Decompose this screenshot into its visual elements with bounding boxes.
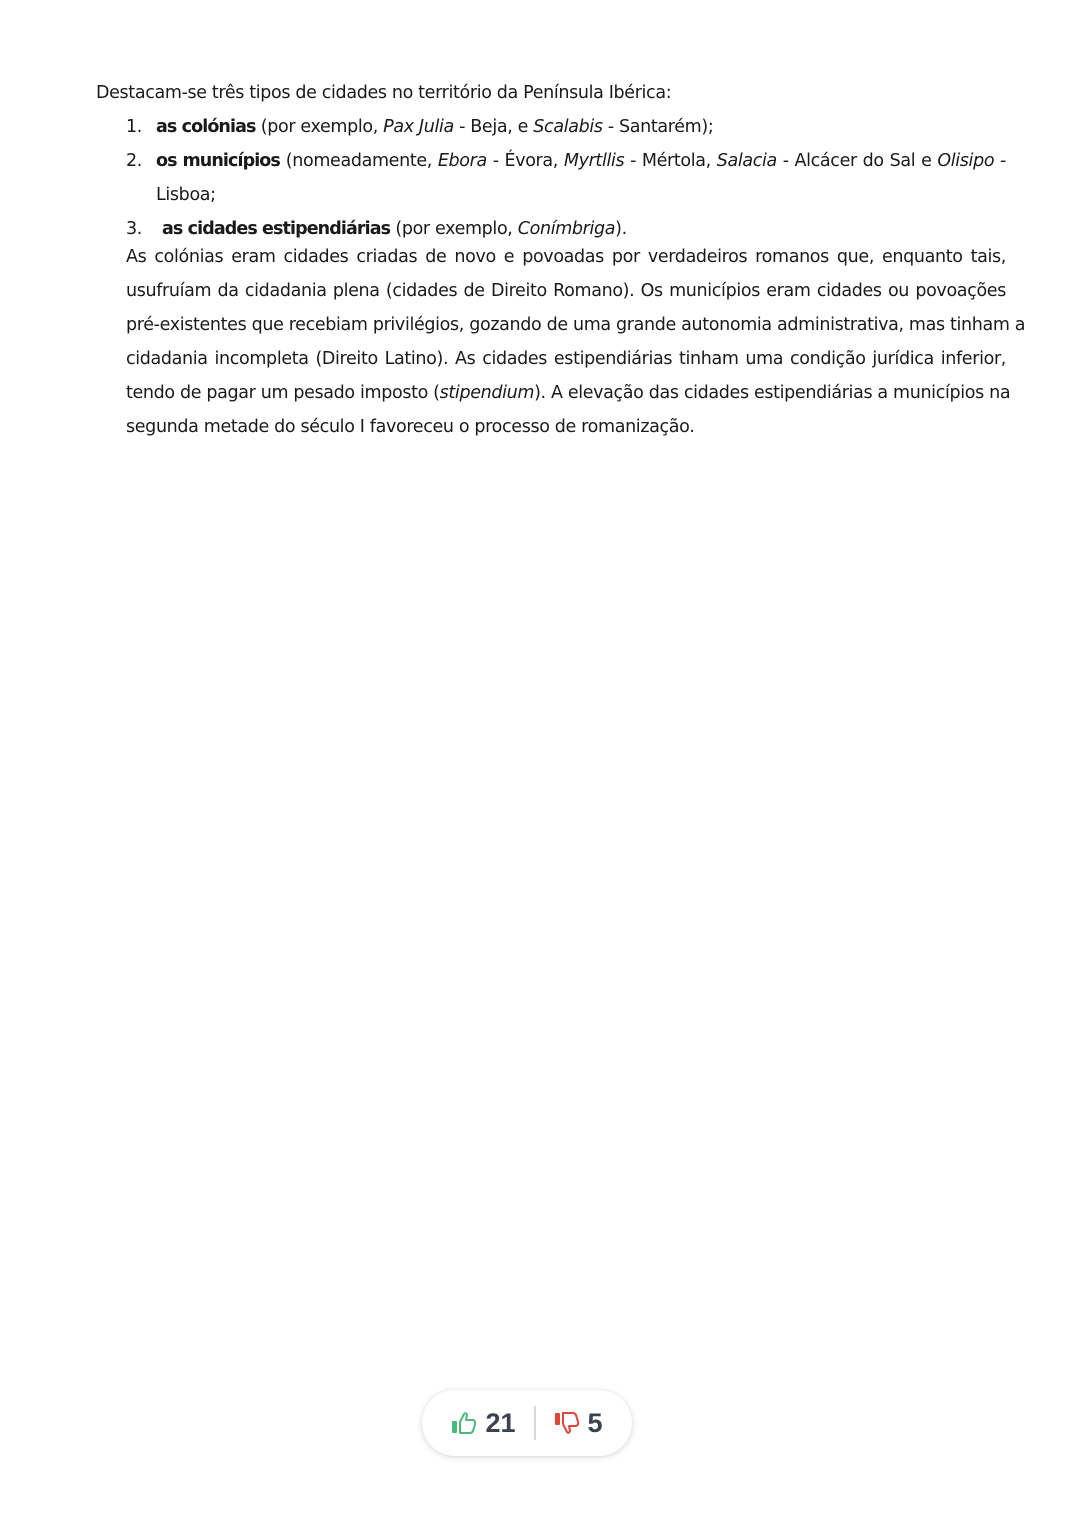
list-detail: (nomeadamente, Ebora - Évora, Myrtllis - Mértola, Salacia - Alcácer do Sal e Olisipo - Lisboa; bbox=[156, 151, 1006, 205]
list-number: 2. bbox=[126, 151, 142, 171]
list-term: as cidades estipendiárias bbox=[162, 219, 391, 239]
intro-text: Destacam-se três tipos de cidades no território da Península Ibérica: bbox=[96, 83, 672, 103]
like-button[interactable] bbox=[451, 1408, 515, 1439]
paragraph-line: As colónias eram cidades criadas de novo e povoadas por verdadeiros romanos que, enquanto tais, bbox=[126, 247, 1006, 267]
list-detail: (por exemplo, Conímbriga). bbox=[390, 219, 627, 239]
thumbs-up-icon bbox=[451, 1411, 477, 1435]
paragraph-line: segunda metade do século I favoreceu o processo de romanização. bbox=[126, 417, 695, 437]
list-term: as colónias bbox=[156, 117, 256, 137]
list-item bbox=[96, 144, 1006, 212]
list-number: 1. bbox=[126, 117, 142, 137]
list-detail: (por exemplo, Pax Julia - Beja, e Scalabis - Santarém); bbox=[255, 117, 714, 137]
vote-divider bbox=[534, 1406, 536, 1440]
list-term: os municípios bbox=[156, 151, 280, 171]
list-item bbox=[96, 110, 1006, 144]
list-number: 3. bbox=[126, 219, 142, 239]
paragraph-line: cidadania incompleta (Direito Latino). As cidades estipendiárias tinham uma condição jurídica inferior, bbox=[126, 349, 1006, 369]
city-types-list bbox=[96, 110, 1006, 246]
paragraph-line: tendo de pagar um pesado imposto (stipendium). A elevação das cidades estipendiárias a municípios na bbox=[126, 383, 1011, 403]
dislike-count: 5 bbox=[587, 1407, 603, 1438]
like-count: 21 bbox=[485, 1407, 516, 1438]
thumbs-down-icon bbox=[554, 1411, 580, 1435]
list-item-body bbox=[156, 144, 1006, 212]
paragraph-line: usufruíam da cidadania plena (cidades de Direito Romano). Os municípios eram cidades ou povoações bbox=[126, 281, 1006, 301]
vote-widget bbox=[422, 1390, 632, 1456]
list-item-body bbox=[156, 110, 1006, 144]
explanation-paragraph bbox=[126, 240, 1026, 444]
dislike-button[interactable] bbox=[554, 1408, 603, 1439]
paragraph-line: pré-existentes que recebiam privilégios, gozando de uma grande autonomia administrativa, mas tinham a bbox=[126, 315, 1026, 335]
